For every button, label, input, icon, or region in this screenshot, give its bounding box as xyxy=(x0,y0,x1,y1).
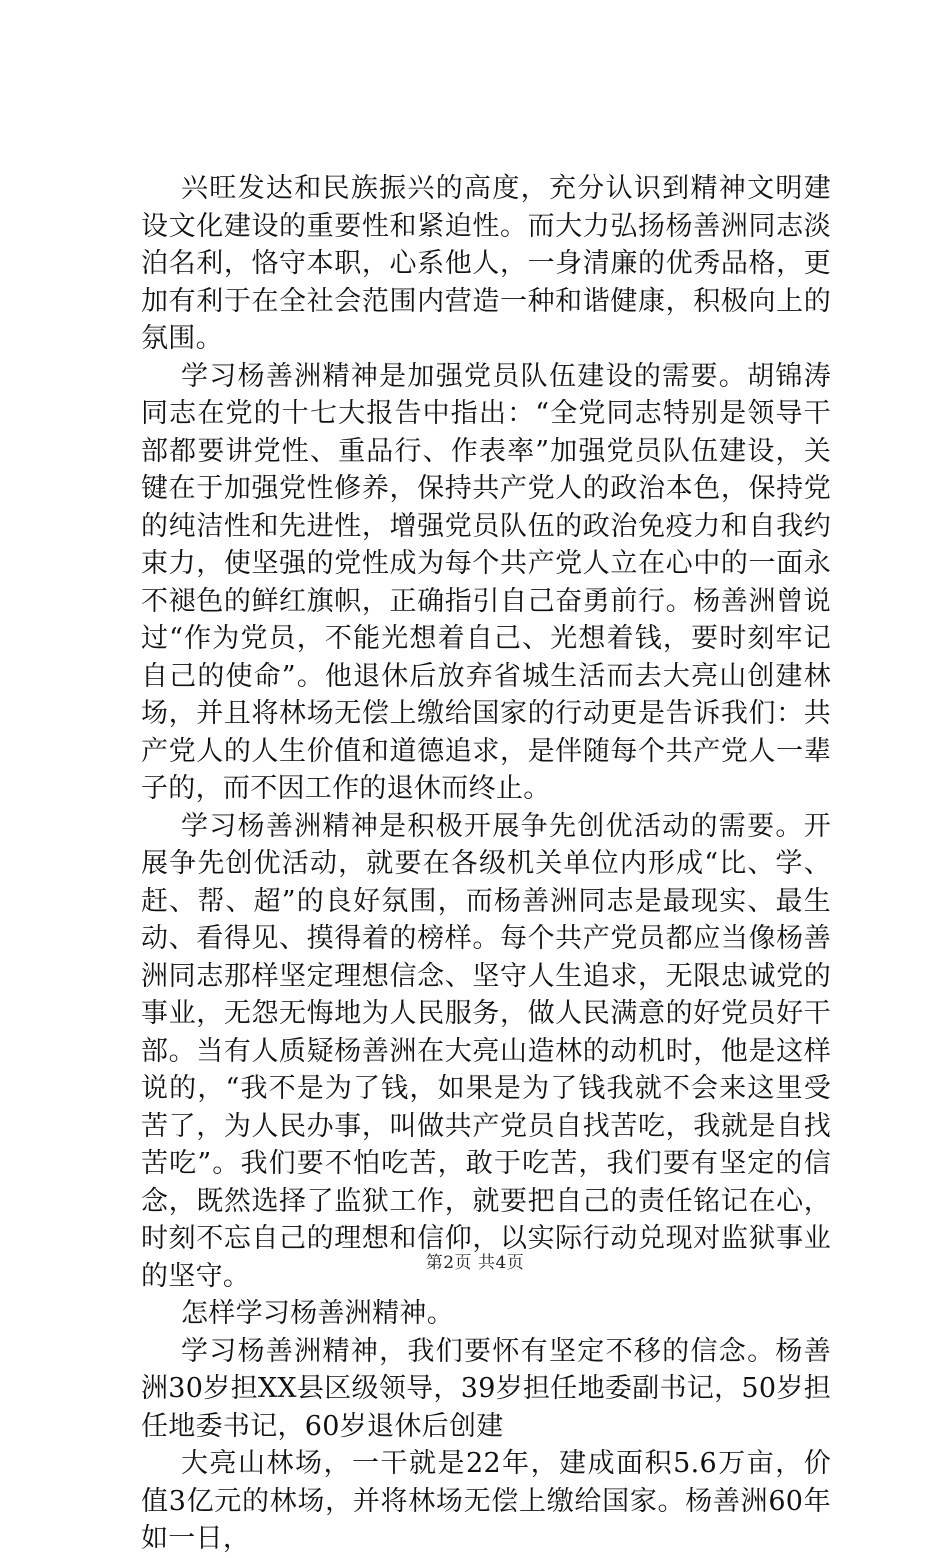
paragraph-4: 怎样学习杨善洲精神。 xyxy=(181,1298,454,1329)
paragraph-2: 学习杨善洲精神是加强党员队伍建设的需要。胡锦涛同志在党的十七大报告中指出：“全党同志特别是领导干部都要讲党性、重品行、作表率”加强党员队伍建设，关键在于加强党性修养，保持共产党人的政治本色，保持党的纯洁性和先进性，增强党员队伍的政治免疫力和自我约束力，使坚强的党性成为每个共产党人立在心中的一面永不褪色的鲜红旗帜，正确指引自己奋勇前行。杨善洲曾说过“作为党员，不能光想着自己、光想着钱，要时刻牢记自己的使命”。他退休后放弃省城生活而去大亮山创建林场，并且将林场无偿上缴给国家的行动更是告诉我们：共产党人的人生价值和道德追求，是伴随每个共产党人一辈子的，而不因工作的退休而终止。 xyxy=(141,360,831,804)
page-number-footer: 第2页 共4页 xyxy=(425,1253,525,1273)
paragraph-1: 兴旺发达和民族振兴的高度，充分认识到精神文明建设文化建设的重要性和紧迫性。而大力弘扬杨善洲同志淡泊名利，恪守本职，心系他人，一身清廉的优秀品格，更加有利于在全社会范围内营造一种和谐健康，积极向上的氛围。 xyxy=(141,173,831,354)
paragraph-5: 学习杨善洲精神，我们要怀有坚定不移的信念。杨善洲30岁担XX县区级领导，39岁担任地委副书记，50岁担任地委书记，60岁退休后创建 xyxy=(141,1335,831,1442)
paragraph-3: 学习杨善洲精神是积极开展争先创优活动的需要。开展争先创优活动，就要在各级机关单位内形成“比、学、赶、帮、超”的良好氛围，而杨善洲同志是最现实、最生动、看得见、摸得着的榜样。每个共产党员都应当像杨善洲同志那样坚定理想信念、坚守人生追求，无限忠诚党的事业，无怨无悔地为人民服务，做人民满意的好党员好干部。当有人质疑杨善洲在大亮山造林的动机时，他是这样说的，“我不是为了钱，如果是为了钱我就不会来这里受苦了，为人民办事，叫做共产党员自找苦吃，我就是自找苦吃”。我们要不怕吃苦，敢于吃苦，我们要有坚定的信念，既然选择了监狱工作，就要把自己的责任铭记在心，时刻不忘自己的理想和信仰，以实际行动兑现对监狱事业的坚守。 xyxy=(141,810,831,1292)
document-body xyxy=(141,170,831,1558)
paragraph-6: 大亮山林场，一干就是22年，建成面积5.6万亩，价值3亿元的林场，并将林场无偿上缴给国家。杨善洲60年如一日， xyxy=(141,1448,831,1554)
